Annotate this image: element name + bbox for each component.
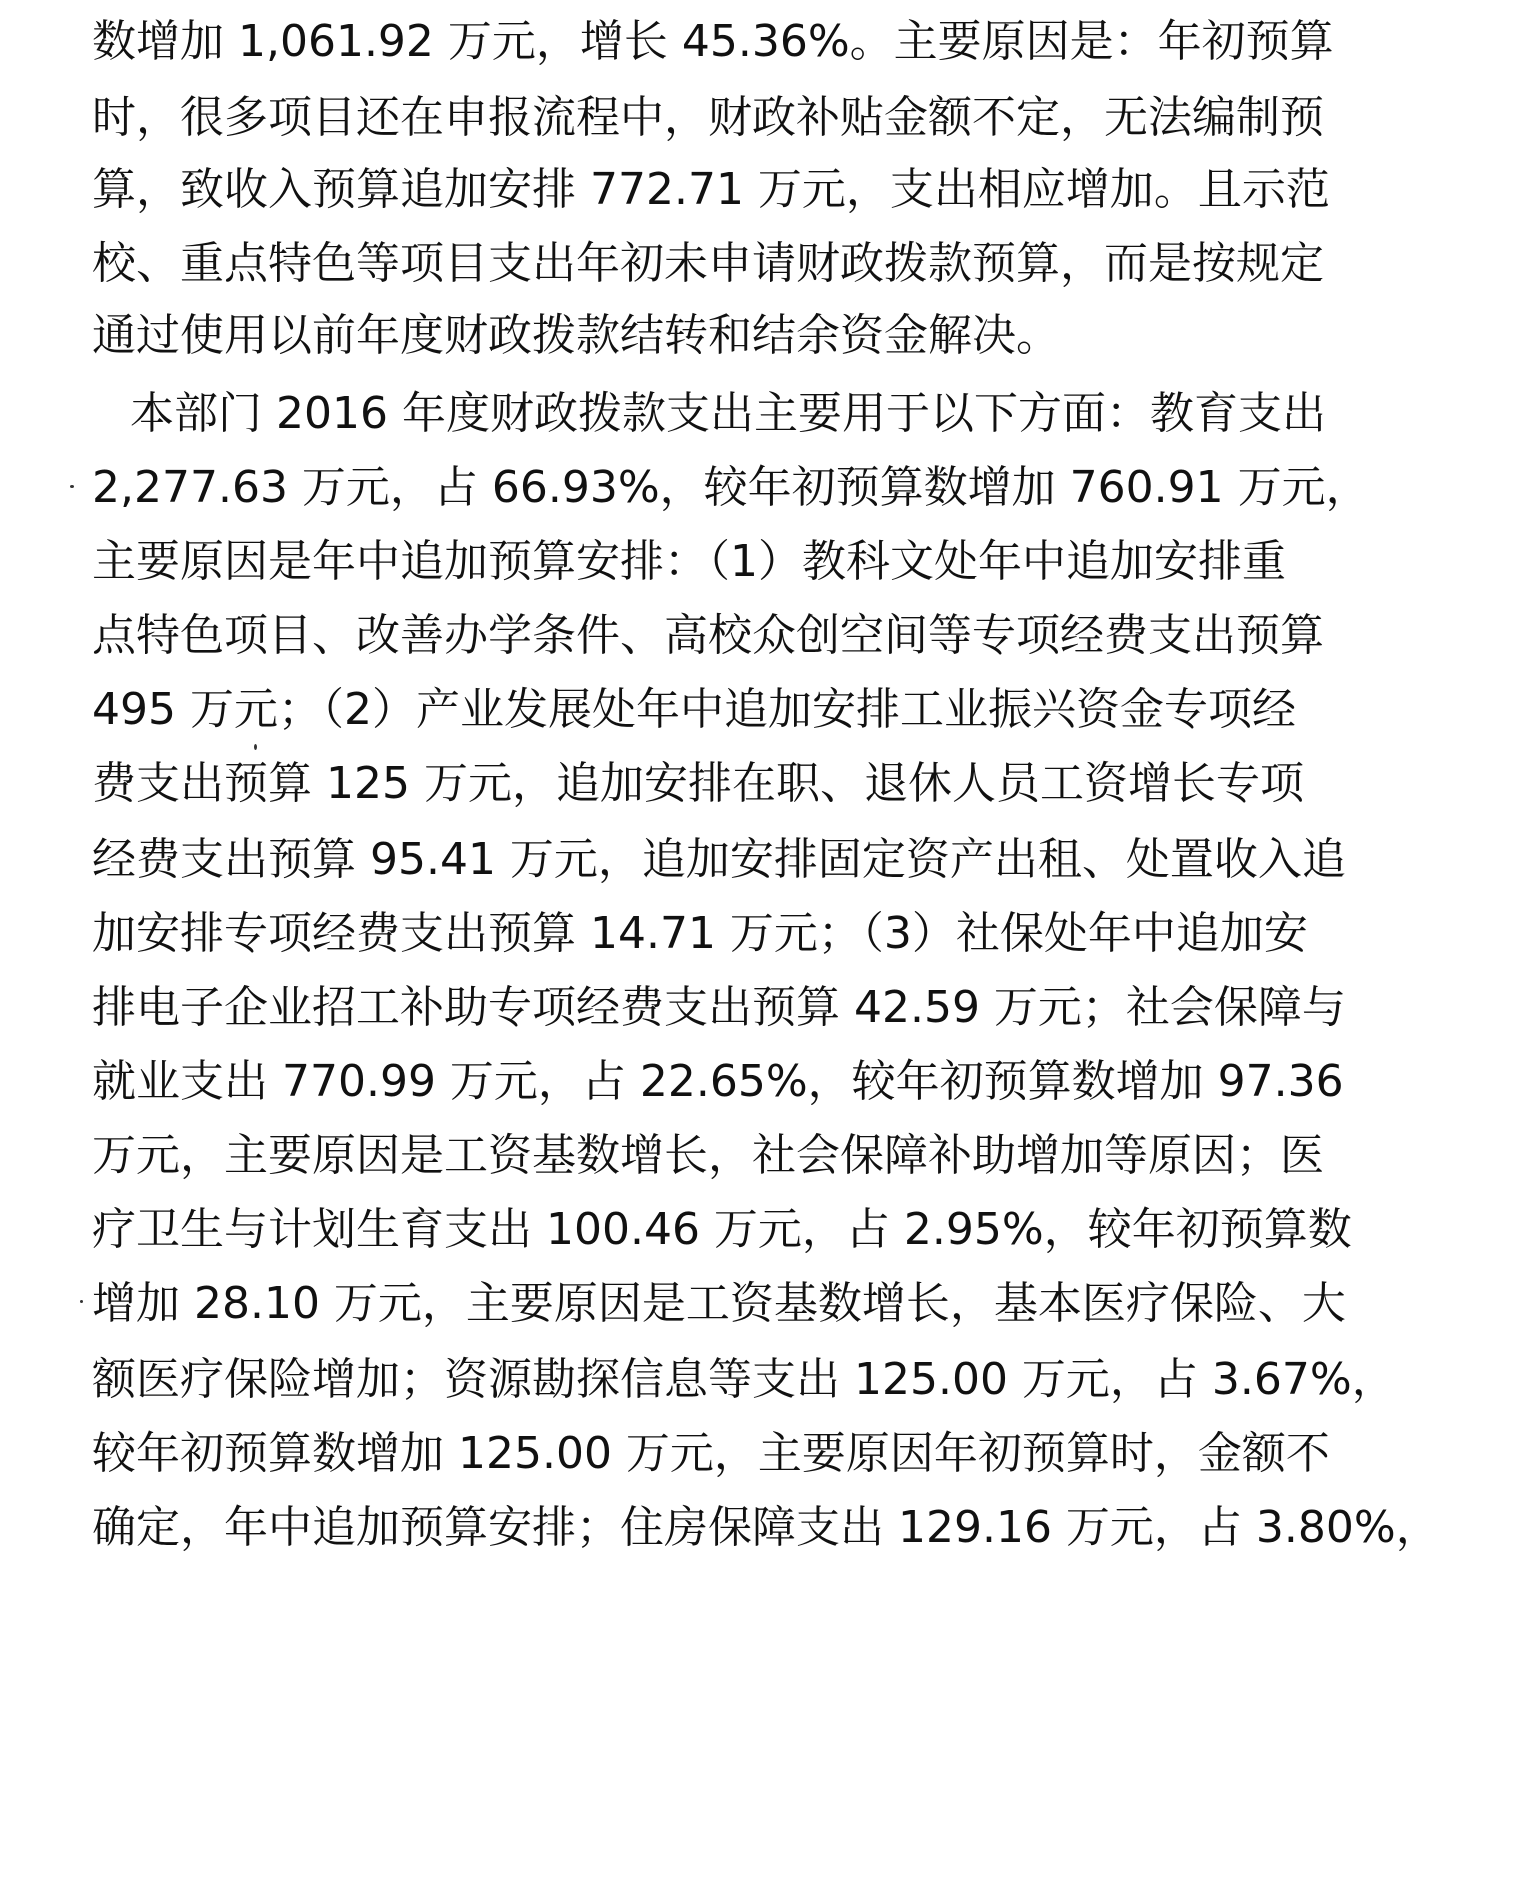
scan-speck xyxy=(80,1300,83,1303)
scan-speck xyxy=(70,485,74,488)
text-line-14: 排电子企业招工补助专项经费支出预算 42.59 万元；社会保障与 xyxy=(92,982,1346,1033)
text-line-16: 万元，主要原因是工资基数增长，社会保障补助增加等原因；医 xyxy=(92,1130,1324,1181)
text-line-20: 较年初预算数增加 125.00 万元，主要原因年初预算时，金额不 xyxy=(92,1428,1330,1479)
text-line-11: 费支出预算 125 万元，追加安排在职、退休人员工资增长专项 xyxy=(92,758,1304,809)
text-line-17: 疗卫生与计划生育支出 100.46 万元，占 2.95%，较年初预算数 xyxy=(92,1204,1352,1255)
text-line-2: 时，很多项目还在申报流程中，财政补贴金额不定，无法编制预 xyxy=(92,92,1324,143)
scan-speck xyxy=(254,744,257,750)
text-line-15: 就业支出 770.99 万元，占 22.65%，较年初预算数增加 97.36 xyxy=(92,1056,1344,1107)
text-line-6: 本部门 2016 年度财政拨款支出主要用于以下方面：教育支出 xyxy=(130,388,1326,439)
text-line-21: 确定，年中追加预算安排；住房保障支出 129.16 万元，占 3.80%， xyxy=(92,1502,1440,1553)
text-line-18: 增加 28.10 万元，主要原因是工资基数增长，基本医疗保险、大 xyxy=(92,1278,1346,1329)
text-line-9: 点特色项目、改善办学条件、高校众创空间等专项经费支出预算 xyxy=(92,610,1324,661)
text-line-13: 加安排专项经费支出预算 14.71 万元；（3）社保处年中追加安 xyxy=(92,908,1308,959)
text-line-7: 2,277.63 万元，占 66.93%，较年初预算数增加 760.91 万元， xyxy=(92,462,1370,513)
text-line-19: 额医疗保险增加；资源勘探信息等支出 125.00 万元，占 3.67%， xyxy=(92,1354,1396,1405)
text-line-8: 主要原因是年中追加预算安排：（1）教科文处年中追加安排重 xyxy=(92,536,1286,587)
text-line-10: 495 万元；（2）产业发展处年中追加安排工业振兴资金专项经 xyxy=(92,684,1296,735)
text-line-4: 校、重点特色等项目支出年初未申请财政拨款预算，而是按规定 xyxy=(92,238,1324,289)
text-line-1: 数增加 1,061.92 万元，增长 45.36%。主要原因是：年初预算 xyxy=(92,16,1334,67)
text-line-5: 通过使用以前年度财政拨款结转和结余资金解决。 xyxy=(92,310,1060,361)
text-line-3: 算，致收入预算追加安排 772.71 万元，支出相应增加。且示范 xyxy=(92,164,1330,215)
text-line-12: 经费支出预算 95.41 万元，追加安排固定资产出租、处置收入追 xyxy=(92,834,1346,885)
